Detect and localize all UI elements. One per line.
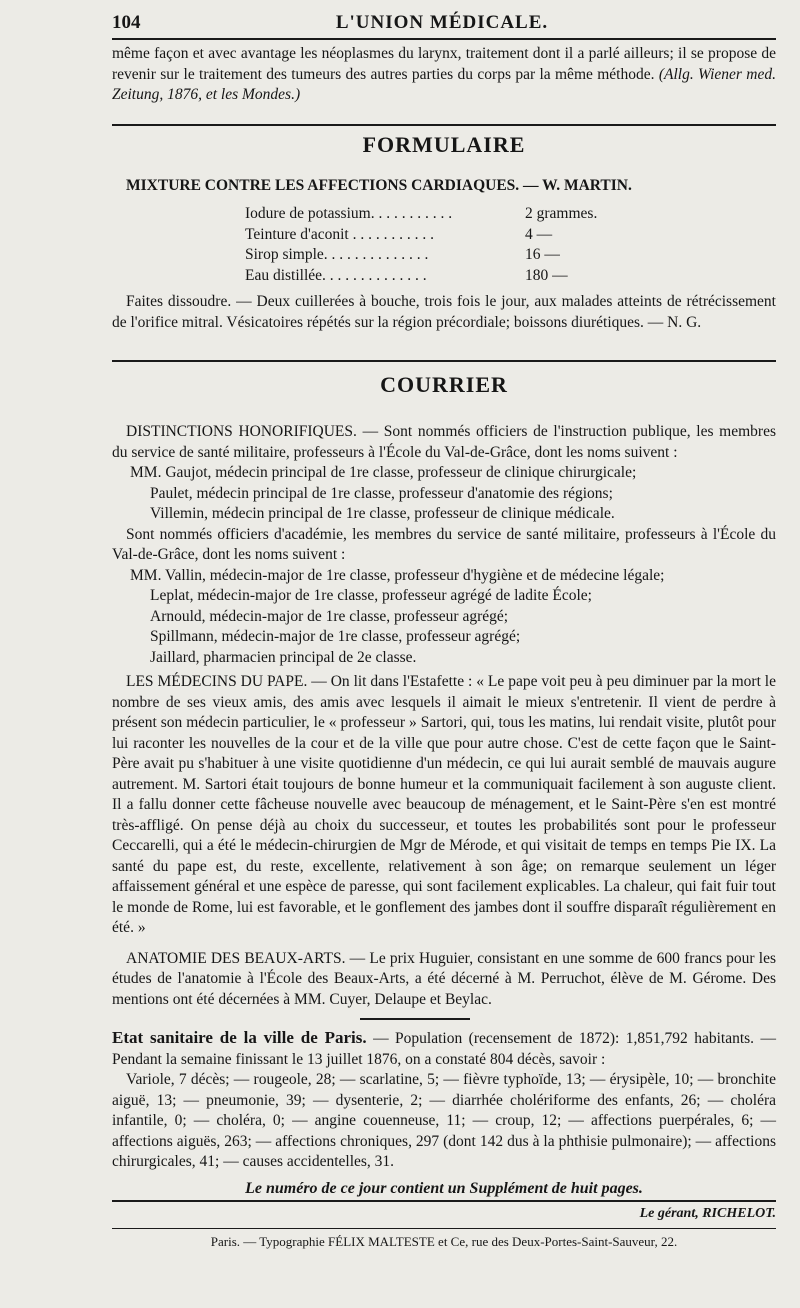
intro-paragraph [112,44,776,106]
distinctions-text-2: Sont nommés officiers d'académie, les membres du service de santé militaire, professeurs à l'École du Val-de-Grâce, dont les noms suivent : [112,525,776,563]
page-header [112,8,772,36]
page-number: 104 [112,12,141,33]
courrier-title: COURRIER [380,372,508,397]
formulaire-instructions: Faites dissoudre. — Deux cuillerées à bouche, trois fois le jour, aux malades atteints de rétrécissement de l'orifice mitral. Vésicatoires répétés sur la région précordiale; boissons diurétiques. — N. G. [112,293,776,331]
list-item: Paulet, médecin principal de 1re classe, professeur d'anatomie des régions; [150,484,613,502]
recipe-list [245,204,625,286]
list-item: Leplat, médecin-major de 1re classe, professeur agrégé de ladite École; [150,587,592,604]
list-item: Villemin, médecin principal de 1re classe, professeur de clinique médicale. [150,505,615,522]
recipe-row [245,266,625,287]
recipe-row [245,225,625,246]
footer-rule [112,1228,776,1229]
formulaire-instructions-block [112,292,776,333]
section-rule [360,1018,470,1020]
intro-text: même façon et avec avantage les néoplasmes du larynx, traitement dont il a parlé ailleurs; il se propose de revenir sur le traitement des tumeurs des autres parties du corps par la même méthode. [112,45,776,83]
recipe-row [245,204,625,225]
list-item: MM. Gaujot, médecin principal de 1re classe, professeur de clinique chirurgicale; [130,464,637,481]
imprint: Paris. — Typographie FÉLIX MALTESTE et Ce, rue des Deux-Portes-Saint-Sauveur, 22. [210,1234,678,1249]
distinctions-list [112,463,776,525]
ingredient-name: Teinture d'aconit . . . . . . . . . . . [245,225,434,243]
courrier-section [112,422,776,1010]
distinctions-heading: DISTINCTIONS HONORIFIQUES. [126,423,357,440]
footer [112,1204,776,1225]
formulaire-title: FORMULAIRE [362,132,526,157]
etat-heading: Etat sanitaire de la ville de Paris. [112,1028,367,1047]
list-item: Jaillard, pharmacien principal de 2e classe. [150,648,417,666]
formulaire-subtitle: MIXTURE CONTRE LES AFFECTIONS CARDIAQUES. — W. MARTIN. [126,177,632,194]
etat-text: — Population (recensement de 1872): 1,851,792 habitants. — Pendant la semaine finissant le 13 juillet 1876, on a constaté 804 décès, savoir : [112,1030,776,1068]
gerant: Le gérant, RICHELOT. [639,1206,776,1221]
ingredient-qty: 180 — [525,266,568,284]
ingredient-qty: 2 grammes. [525,205,598,222]
intro-source: (Allg. Wiener med. Zeitung, 1876, et les Mondes.) [112,65,776,103]
anatomie-heading: ANATOMIE DES BEAUX-ARTS. [126,949,346,967]
list-item: Spillmann, médecin-major de 1re classe, professeur agrégé; [150,628,521,645]
imprint-block [112,1232,776,1253]
ingredient-qty: 16 — [525,246,560,263]
ingredient-name: Sirop simple. . . . . . . . . . . . . . [245,246,429,263]
journal-title: L'UNION MÉDICALE. [335,12,549,33]
list-item: Arnould, médecin-major de 1re classe, professeur agrégé; [150,607,509,625]
etat-details: Variole, 7 décès; — rougeole, 28; — scarlatine, 5; — fièvre typhoïde, 13; — érysipèle, 10; — bronchite aiguë, 13; — pneumonie, 39; — dysenterie, 2; — diarrhée cholériforme des enfants, 26; — choléra infantile, 0; — choléra, 0; — angine couenneuse, 11; — croup, 12; — affections puerpérales, 6; — affections aiguës, 263; — affections chroniques, 297 (dont 142 dus à la phthisie pulmonaire); — affections chirurgicales, 41; — causes accidentelles, 31. [112,1071,776,1170]
formulaire-subtitle-block [112,176,776,197]
distinctions-text: — Sont nommés officiers de l'instruction publique, les membres du service de santé militaire, professeurs à l'École du Val-de-Grâce, dont les noms suivent : [112,423,777,461]
header-rule [112,38,776,40]
medecins-text: — On lit dans l'Estafette : « Le pape voit peu à peu diminuer par la mort le nombre de ses vieux amis, des amis avec lesquels il aimait le mieux s'entretenir. Il vient de perdre à présent son médecin particulier, le « professeur » Sartori, qui, tous les matins, lui rendait visite, plutôt pour lui raconter les nouvelles de la cour et de la ville que pour autre chose. C'est de cette façon que le Saint-Père avait pu s'habituer à une visite quotidienne d'un médecin, ce qui lui aurait semblé de mauvais augure autrement. M. Sartori était toujours de bonne humeur et la communiquait facilement à son auguste client. Il a fallu donner cette fâcheuse nouvelle avec beaucoup de ménagement, et le Saint-Père s'en est montré très-affligé. On pense déjà au choix du successeur, et toutes les probabilités sont pour le professeur Ceccarelli, qui a été le médecin-chirurgien de Mgr de Mérode, et qui visitait de temps en temps Pie IX. La santé du pape est, du reste, excellente, relativement à son âge; on remarque seulement un léger affaissement général et une espèce de paresse, qui sont facilement explicables. La chaleur, qui fait fuir tout le monde de Rome, lui est favorable, et le gonflement des jambes dont il souffre disparaît régulièrement en été. » [112,673,776,936]
anatomie-text: — Le prix Huguier, consistant en une somme de 600 francs pour les études de l'anatomie à l'École des Beaux-Arts, a été décerné à M. Perruchot, élève de M. Gérome. Des mentions ont été décernées à MM. Cuyer, Delaupe et Beylac. [112,949,777,1008]
ingredient-qty: 4 — [525,225,553,243]
ingredient-name: Iodure de potassium. . . . . . . . . . . [245,205,453,222]
distinctions-list-2 [112,566,776,669]
list-item: MM. Vallin, médecin-major de 1re classe, professeur d'hygiène et de médecine légale; [130,566,665,584]
footer-rule [112,1200,776,1202]
ingredient-name: Eau distillée. . . . . . . . . . . . . . [245,266,427,284]
section-rule [112,124,776,126]
recipe-row [245,245,625,266]
etat-section [112,1028,776,1199]
medecins-heading: LES MÉDECINS DU PAPE. [126,673,308,690]
section-rule [112,360,776,362]
supplement-note: Le numéro de ce jour contient un Supplément de huit pages. [245,1179,643,1197]
